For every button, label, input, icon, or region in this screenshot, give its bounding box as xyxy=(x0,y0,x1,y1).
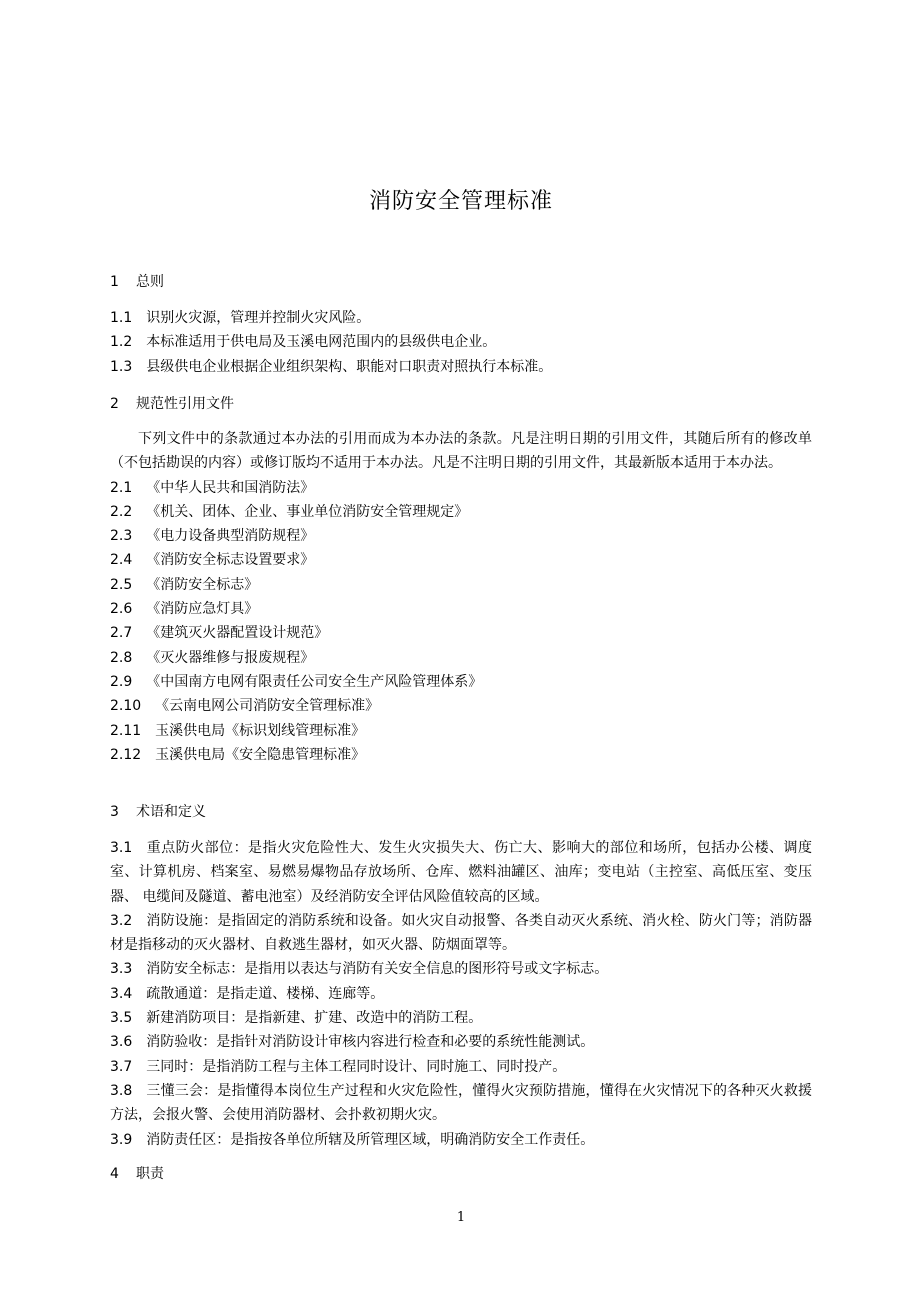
item-number: 2.9 xyxy=(110,673,133,690)
item-number: 2.11 xyxy=(110,722,142,739)
item-text: 《消防应急灯具》 xyxy=(146,601,259,618)
section-terms-list xyxy=(110,836,812,1152)
item-text: 玉溪供电局《标识划线管理标准》 xyxy=(155,722,366,739)
item-number: 1.2 xyxy=(110,334,133,351)
list-item xyxy=(110,330,812,354)
item-text: 《建筑灭火器配置设计规范》 xyxy=(146,625,329,642)
page-number: 1 xyxy=(456,1210,466,1225)
section-general-list xyxy=(110,306,812,379)
item-number: 3.2 xyxy=(110,912,133,929)
document-title: 消防安全管理标准 xyxy=(368,189,553,214)
list-item xyxy=(110,719,812,743)
references-intro: 下列文件中的条款通过本办法的引用而成为本办法的条款。凡是注明日期的引用文件，其随后所有的修改单（不包括勘误的内容）或修订版均不适用于本办法。凡是不注明日期的引用文件，其最新版本适用于本办法。 xyxy=(110,431,812,472)
list-item xyxy=(110,909,812,958)
item-text: 《消防安全标志设置要求》 xyxy=(146,552,315,569)
item-number: 2.1 xyxy=(110,479,133,496)
item-number: 2.12 xyxy=(110,746,142,763)
section-number: 3 xyxy=(110,804,119,820)
item-number: 2.6 xyxy=(110,601,133,618)
item-number: 2.7 xyxy=(110,625,133,642)
item-number: 2.4 xyxy=(110,552,133,569)
item-number: 3.7 xyxy=(110,1058,133,1075)
item-number: 2.5 xyxy=(110,576,133,593)
item-text: 三懂三会：是指懂得本岗位生产过程和火灾危险性，懂得火灾预防措施，懂得在火灾情况下的各种灭火救援方法，会报火警、会使用消防器材、会扑救初期火灾。 xyxy=(110,1082,812,1124)
item-text: 《中国南方电网有限责任公司安全生产风险管理体系》 xyxy=(146,673,483,690)
list-item xyxy=(110,1128,812,1152)
item-text: 《灭火器维修与报废规程》 xyxy=(146,649,315,666)
section-number: 2 xyxy=(110,396,119,412)
list-item xyxy=(110,548,812,572)
list-item xyxy=(110,1055,812,1079)
item-number: 2.2 xyxy=(110,503,133,520)
item-number: 3.4 xyxy=(110,985,133,1002)
list-item xyxy=(110,694,812,718)
item-number: 1.1 xyxy=(110,310,133,326)
item-text: 消防验收：是指针对消防设计审核内容进行检查和必要的系统性能测试。 xyxy=(146,1034,595,1051)
list-item xyxy=(110,1079,812,1128)
list-item xyxy=(110,573,812,597)
item-text: 本标准适用于供电局及玉溪电网范围内的县级供电企业。 xyxy=(146,334,497,351)
item-text: 三同时：是指消防工程与主体工程同时设计、同时施工、同时投产。 xyxy=(146,1058,567,1075)
item-text: 重点防火部位：是指火灾危险性大、发生火灾损失大、伤亡大、影响大的部位和场所，包括办公楼、调度室、计算机房、档案室、易燃易爆物品存放场所、仓库、燃料油罐区、油库；变电站（主控室、高低压室、变压器、 电缆间及隧道、蓄电池室）及经消防安全评估风险值较高的区域。 xyxy=(110,840,812,905)
list-item xyxy=(110,957,812,981)
item-text: 《电力设备典型消防规程》 xyxy=(146,528,315,545)
list-item xyxy=(110,306,812,330)
list-item xyxy=(110,621,812,645)
item-text: 消防安全标志：是指用以表达与消防有关安全信息的图形符号或文字标志。 xyxy=(146,961,609,978)
item-number: 2.10 xyxy=(110,698,142,715)
item-number: 1.3 xyxy=(110,358,133,375)
item-text: 新建消防项目：是指新建、扩建、改造中的消防工程。 xyxy=(146,1010,483,1027)
list-item xyxy=(110,646,812,670)
item-text: 识别火灾源，管理并控制火灾风险。 xyxy=(146,310,371,326)
section-title: 总则 xyxy=(136,274,164,290)
item-text: 疏散通道：是指走道、楼梯、连廊等。 xyxy=(146,985,385,1002)
section-heading-references xyxy=(110,392,234,416)
list-item xyxy=(110,836,812,909)
section-heading-general xyxy=(110,270,164,294)
section-number: 4 xyxy=(110,1166,119,1182)
list-item xyxy=(110,1030,812,1054)
item-number: 2.8 xyxy=(110,649,133,666)
section-references-list xyxy=(110,427,812,767)
item-text: 消防责任区：是指按各单位所辖及所管理区域，明确消防安全工作责任。 xyxy=(146,1131,595,1148)
item-text: 县级供电企业根据企业组织架构、职能对口职责对照执行本标准。 xyxy=(146,358,553,375)
item-text: 《中华人民共和国消防法》 xyxy=(146,479,315,496)
item-number: 2.3 xyxy=(110,528,133,545)
section-number: 1 xyxy=(110,274,119,290)
list-item xyxy=(110,476,812,500)
list-item xyxy=(110,500,812,524)
item-number: 3.1 xyxy=(110,840,133,856)
item-number: 3.9 xyxy=(110,1131,133,1148)
list-item xyxy=(110,597,812,621)
section-title: 规范性引用文件 xyxy=(136,396,234,412)
item-text: 玉溪供电局《安全隐患管理标准》 xyxy=(155,746,366,763)
item-text: 《云南电网公司消防安全管理标准》 xyxy=(155,698,380,715)
item-number: 3.5 xyxy=(110,1010,133,1027)
item-text: 《消防安全标志》 xyxy=(146,576,259,593)
item-number: 3.8 xyxy=(110,1082,133,1099)
list-item xyxy=(110,670,812,694)
item-number: 3.3 xyxy=(110,961,133,978)
list-item xyxy=(110,743,812,767)
item-text: 消防设施：是指固定的消防系统和设备。如火灾自动报警、各类自动灭火系统、消火栓、防火门等；消防器材是指移动的灭火器材、自救逃生器材，如灭火器、防烟面罩等。 xyxy=(110,912,812,954)
item-number: 3.6 xyxy=(110,1034,133,1051)
section-title: 术语和定义 xyxy=(136,804,206,820)
section-title: 职责 xyxy=(136,1166,164,1182)
section-heading-terms xyxy=(110,800,206,824)
item-text: 《机关、团体、企业、事业单位消防安全管理规定》 xyxy=(146,503,469,520)
section-heading-responsibilities xyxy=(110,1162,164,1186)
list-item xyxy=(110,1006,812,1030)
list-item xyxy=(110,982,812,1006)
list-item xyxy=(110,524,812,548)
list-item xyxy=(110,355,812,379)
